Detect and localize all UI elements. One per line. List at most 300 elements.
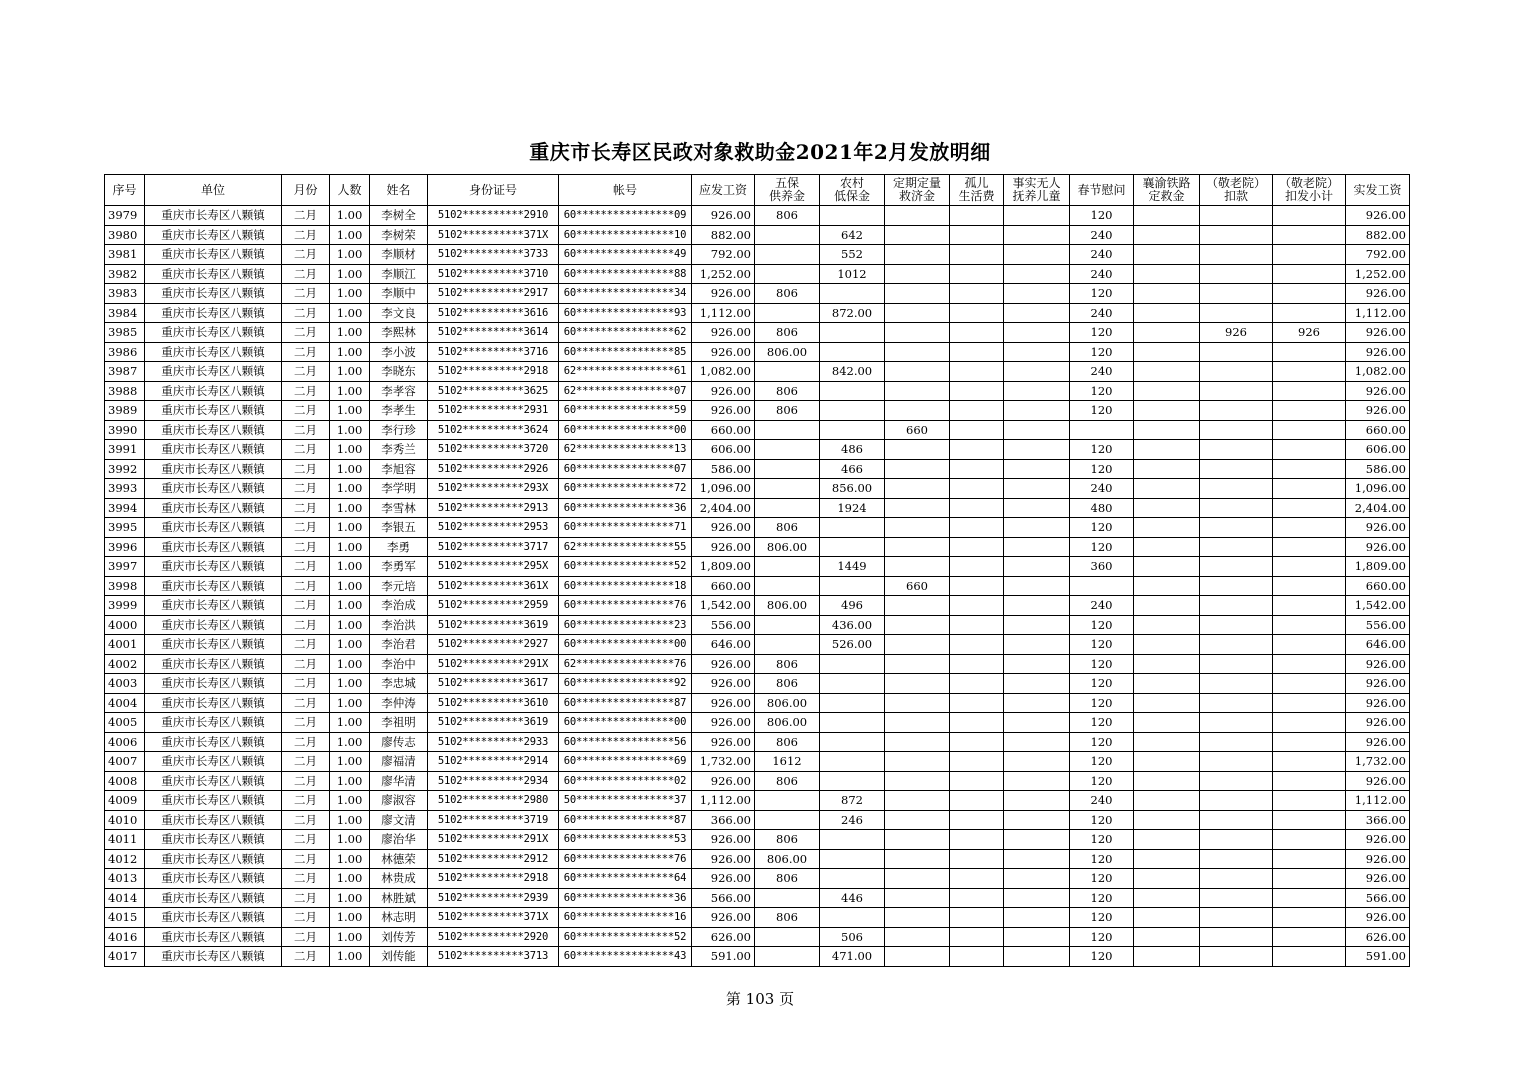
- table-cell: [1273, 381, 1346, 401]
- table-row: [105, 791, 1410, 811]
- table-cell: [1134, 362, 1200, 382]
- table-cell: [755, 498, 820, 518]
- table-cell: 李秀兰: [370, 440, 428, 460]
- table-cell: 120: [1070, 849, 1134, 869]
- table-cell: 660.00: [692, 576, 755, 596]
- table-cell: 二月: [282, 264, 330, 284]
- table-cell: 重庆市长寿区八颗镇: [145, 947, 282, 967]
- table-cell: 重庆市长寿区八颗镇: [145, 225, 282, 245]
- table-row: [105, 888, 1410, 908]
- table-cell: [950, 264, 1004, 284]
- table-cell: [1004, 381, 1070, 401]
- table-cell: 1.00: [330, 771, 370, 791]
- table-cell: [950, 479, 1004, 499]
- table-cell: 重庆市长寿区八颗镇: [145, 479, 282, 499]
- table-cell: [820, 908, 885, 928]
- table-row: [105, 947, 1410, 967]
- table-cell: 李熙林: [370, 323, 428, 343]
- table-cell: [1200, 713, 1273, 733]
- table-cell: 5102**********3713: [428, 947, 559, 967]
- table-cell: 926.00: [1346, 908, 1410, 928]
- table-cell: 3979: [105, 206, 145, 226]
- table-cell: 882.00: [692, 225, 755, 245]
- table-cell: [950, 615, 1004, 635]
- table-cell: [885, 713, 950, 733]
- table-cell: 1.00: [330, 615, 370, 635]
- table-cell: 806: [755, 732, 820, 752]
- table-cell: 1.00: [330, 654, 370, 674]
- table-cell: 李元培: [370, 576, 428, 596]
- table-cell: 1,096.00: [692, 479, 755, 499]
- column-header: 帐号: [559, 175, 692, 206]
- table-cell: 60****************00: [559, 635, 692, 655]
- table-cell: [950, 752, 1004, 772]
- table-cell: [1004, 342, 1070, 362]
- table-cell: 120: [1070, 674, 1134, 694]
- table-cell: 重庆市长寿区八颗镇: [145, 381, 282, 401]
- table-cell: 446: [820, 888, 885, 908]
- table-cell: [885, 518, 950, 538]
- table-cell: 二月: [282, 342, 330, 362]
- table-cell: 806: [755, 908, 820, 928]
- table-cell: [1004, 635, 1070, 655]
- table-cell: 4008: [105, 771, 145, 791]
- table-cell: 1,542.00: [692, 596, 755, 616]
- table-cell: [950, 947, 1004, 967]
- table-cell: 60****************10: [559, 225, 692, 245]
- table-cell: 506: [820, 927, 885, 947]
- table-cell: [1134, 849, 1200, 869]
- table-cell: 246: [820, 810, 885, 830]
- table-cell: 120: [1070, 459, 1134, 479]
- table-cell: [1273, 849, 1346, 869]
- table-body: [105, 206, 1410, 967]
- table-cell: [1200, 420, 1273, 440]
- table-cell: [1134, 381, 1200, 401]
- table-cell: 1.00: [330, 362, 370, 382]
- table-cell: 重庆市长寿区八颗镇: [145, 264, 282, 284]
- table-cell: 3991: [105, 440, 145, 460]
- table-cell: 60****************93: [559, 303, 692, 323]
- table-cell: 926.00: [692, 830, 755, 850]
- table-cell: 120: [1070, 732, 1134, 752]
- table-cell: 926.00: [1346, 654, 1410, 674]
- table-cell: [1200, 342, 1273, 362]
- table-cell: [1134, 245, 1200, 265]
- table-cell: [885, 849, 950, 869]
- table-cell: 二月: [282, 401, 330, 421]
- table-cell: 廖淑容: [370, 791, 428, 811]
- table-cell: [1004, 518, 1070, 538]
- table-cell: 926.00: [1346, 537, 1410, 557]
- table-cell: [1273, 206, 1346, 226]
- table-cell: 重庆市长寿区八颗镇: [145, 245, 282, 265]
- table-cell: [1134, 264, 1200, 284]
- table-cell: 1.00: [330, 888, 370, 908]
- table-cell: 1.00: [330, 381, 370, 401]
- table-cell: 重庆市长寿区八颗镇: [145, 849, 282, 869]
- table-cell: 重庆市长寿区八颗镇: [145, 323, 282, 343]
- table-cell: 62****************61: [559, 362, 692, 382]
- table-cell: 926.00: [1346, 381, 1410, 401]
- table-cell: 5102**********293X: [428, 479, 559, 499]
- table-cell: [1200, 381, 1273, 401]
- table-cell: [950, 674, 1004, 694]
- table-cell: 重庆市长寿区八颗镇: [145, 615, 282, 635]
- table-cell: [1004, 732, 1070, 752]
- table-cell: 466: [820, 459, 885, 479]
- table-cell: [1134, 342, 1200, 362]
- table-cell: 李治君: [370, 635, 428, 655]
- table-cell: [1273, 479, 1346, 499]
- table-cell: [1134, 869, 1200, 889]
- table-cell: 1.00: [330, 440, 370, 460]
- table-cell: [1200, 810, 1273, 830]
- table-cell: 5102**********2980: [428, 791, 559, 811]
- table-row: [105, 635, 1410, 655]
- table-cell: 李行珍: [370, 420, 428, 440]
- table-cell: 3982: [105, 264, 145, 284]
- table-cell: 1.00: [330, 264, 370, 284]
- table-cell: 5102**********3610: [428, 693, 559, 713]
- table-row: [105, 927, 1410, 947]
- table-cell: 二月: [282, 732, 330, 752]
- table-cell: 926.00: [692, 713, 755, 733]
- table-cell: [950, 323, 1004, 343]
- table-cell: [950, 849, 1004, 869]
- table-cell: [885, 537, 950, 557]
- table-cell: 1,732.00: [692, 752, 755, 772]
- table-cell: [885, 225, 950, 245]
- table-cell: 5102**********2939: [428, 888, 559, 908]
- table-cell: 1.00: [330, 557, 370, 577]
- table-row: [105, 869, 1410, 889]
- table-cell: 3995: [105, 518, 145, 538]
- table-cell: 792.00: [1346, 245, 1410, 265]
- table-cell: 926.00: [1346, 771, 1410, 791]
- table-cell: 120: [1070, 342, 1134, 362]
- table-cell: 4013: [105, 869, 145, 889]
- table-cell: [1273, 518, 1346, 538]
- table-cell: 林德荣: [370, 849, 428, 869]
- table-cell: 120: [1070, 713, 1134, 733]
- table-cell: 1.00: [330, 927, 370, 947]
- table-cell: [820, 693, 885, 713]
- table-cell: 1.00: [330, 459, 370, 479]
- table-cell: 926.00: [1346, 830, 1410, 850]
- table-cell: 李勇: [370, 537, 428, 557]
- table-row: [105, 284, 1410, 304]
- table-cell: [885, 615, 950, 635]
- table-cell: 二月: [282, 849, 330, 869]
- table-cell: [1134, 888, 1200, 908]
- table-cell: [820, 771, 885, 791]
- table-cell: 5102**********2913: [428, 498, 559, 518]
- table-cell: 二月: [282, 635, 330, 655]
- table-cell: [1004, 479, 1070, 499]
- table-cell: [950, 557, 1004, 577]
- table-cell: [1273, 342, 1346, 362]
- table-cell: [820, 752, 885, 772]
- table-cell: [1004, 596, 1070, 616]
- table-cell: 1449: [820, 557, 885, 577]
- table-cell: 120: [1070, 635, 1134, 655]
- table-cell: 二月: [282, 284, 330, 304]
- table-cell: [755, 576, 820, 596]
- table-cell: 1.00: [330, 869, 370, 889]
- table-cell: 4011: [105, 830, 145, 850]
- table-cell: [820, 576, 885, 596]
- table-cell: [885, 830, 950, 850]
- table-cell: 660: [885, 420, 950, 440]
- table-cell: [1273, 401, 1346, 421]
- table-cell: 60****************52: [559, 557, 692, 577]
- table-cell: 1,082.00: [1346, 362, 1410, 382]
- table-cell: [1004, 791, 1070, 811]
- table-cell: [1273, 420, 1346, 440]
- table-cell: [1273, 830, 1346, 850]
- table-cell: [1004, 654, 1070, 674]
- table-cell: 5102**********3619: [428, 615, 559, 635]
- table-cell: 李小波: [370, 342, 428, 362]
- table-cell: 120: [1070, 440, 1134, 460]
- table-cell: [1273, 596, 1346, 616]
- table-cell: 二月: [282, 693, 330, 713]
- table-cell: 3985: [105, 323, 145, 343]
- table-cell: 重庆市长寿区八颗镇: [145, 830, 282, 850]
- table-cell: [755, 615, 820, 635]
- table-cell: [1004, 303, 1070, 323]
- column-header: （敬老院） 扣发小计: [1273, 175, 1346, 206]
- table-cell: 5102**********2953: [428, 518, 559, 538]
- table-cell: 1.00: [330, 518, 370, 538]
- table-cell: [1134, 908, 1200, 928]
- table-cell: [1134, 674, 1200, 694]
- table-cell: [1004, 830, 1070, 850]
- table-cell: 4006: [105, 732, 145, 752]
- table-cell: 926.00: [692, 381, 755, 401]
- table-cell: 806: [755, 518, 820, 538]
- table-cell: [820, 869, 885, 889]
- table-cell: [1273, 752, 1346, 772]
- table-cell: 5102**********2917: [428, 284, 559, 304]
- table-cell: [950, 245, 1004, 265]
- table-cell: 李忠城: [370, 674, 428, 694]
- table-cell: 二月: [282, 674, 330, 694]
- table-cell: 3981: [105, 245, 145, 265]
- table-cell: [950, 596, 1004, 616]
- table-cell: [1134, 440, 1200, 460]
- table-cell: [885, 323, 950, 343]
- table-cell: 5102**********3720: [428, 440, 559, 460]
- column-header: 事实无人 抚养儿童: [1004, 175, 1070, 206]
- table-cell: 1.00: [330, 323, 370, 343]
- table-cell: [950, 381, 1004, 401]
- table-cell: 60****************23: [559, 615, 692, 635]
- table-cell: [755, 557, 820, 577]
- table-cell: [885, 381, 950, 401]
- table-cell: 60****************59: [559, 401, 692, 421]
- table-cell: 60****************00: [559, 420, 692, 440]
- table-cell: [1134, 459, 1200, 479]
- table-row: [105, 576, 1410, 596]
- table-cell: [1004, 810, 1070, 830]
- table-cell: 120: [1070, 752, 1134, 772]
- table-cell: [1134, 713, 1200, 733]
- table-cell: [885, 596, 950, 616]
- table-cell: 李银五: [370, 518, 428, 538]
- table-cell: 4003: [105, 674, 145, 694]
- table-cell: 1,112.00: [692, 791, 755, 811]
- table-cell: 872.00: [820, 303, 885, 323]
- table-cell: 二月: [282, 830, 330, 850]
- table-cell: [1004, 401, 1070, 421]
- table-cell: [1004, 713, 1070, 733]
- table-cell: [1200, 518, 1273, 538]
- table-cell: 50****************37: [559, 791, 692, 811]
- table-cell: 926.00: [692, 869, 755, 889]
- table-cell: [1200, 557, 1273, 577]
- table-row: [105, 557, 1410, 577]
- table-cell: [1134, 771, 1200, 791]
- table-cell: 重庆市长寿区八颗镇: [145, 713, 282, 733]
- table-cell: 120: [1070, 518, 1134, 538]
- table-cell: 3989: [105, 401, 145, 421]
- table-row: [105, 342, 1410, 362]
- table-cell: [1273, 362, 1346, 382]
- table-cell: 重庆市长寿区八颗镇: [145, 596, 282, 616]
- table-cell: 5102**********2933: [428, 732, 559, 752]
- table-cell: 806.00: [755, 713, 820, 733]
- table-cell: 4015: [105, 908, 145, 928]
- table-cell: 60****************16: [559, 908, 692, 928]
- table-cell: [820, 830, 885, 850]
- table-cell: 二月: [282, 206, 330, 226]
- table-cell: 1,252.00: [1346, 264, 1410, 284]
- table-row: [105, 713, 1410, 733]
- table-cell: [1200, 635, 1273, 655]
- table-cell: [1134, 401, 1200, 421]
- table-cell: [1200, 479, 1273, 499]
- table-cell: [1273, 557, 1346, 577]
- table-cell: [950, 498, 1004, 518]
- table-cell: 二月: [282, 557, 330, 577]
- table-cell: 李顺江: [370, 264, 428, 284]
- table-cell: 60****************52: [559, 927, 692, 947]
- table-cell: 林志明: [370, 908, 428, 928]
- table-cell: 926.00: [1346, 693, 1410, 713]
- table-cell: [1200, 537, 1273, 557]
- table-cell: 240: [1070, 479, 1134, 499]
- table-cell: 二月: [282, 576, 330, 596]
- table-cell: 926.00: [1346, 206, 1410, 226]
- table-cell: 3986: [105, 342, 145, 362]
- table-cell: 486: [820, 440, 885, 460]
- table-cell: [1273, 284, 1346, 304]
- table-cell: 1012: [820, 264, 885, 284]
- table-cell: 471.00: [820, 947, 885, 967]
- table-row: [105, 206, 1410, 226]
- table-cell: [1200, 440, 1273, 460]
- table-cell: 882.00: [1346, 225, 1410, 245]
- table-cell: [1200, 732, 1273, 752]
- table-cell: 1924: [820, 498, 885, 518]
- table-row: [105, 752, 1410, 772]
- table-cell: 二月: [282, 810, 330, 830]
- table-cell: [820, 732, 885, 752]
- table-cell: 926.00: [1346, 284, 1410, 304]
- table-cell: 二月: [282, 420, 330, 440]
- table-cell: 1.00: [330, 849, 370, 869]
- table-cell: 5102**********3619: [428, 713, 559, 733]
- table-cell: 二月: [282, 225, 330, 245]
- table-cell: [1200, 674, 1273, 694]
- column-header: 孤儿 生活费: [950, 175, 1004, 206]
- table-cell: 李晓东: [370, 362, 428, 382]
- table-cell: 二月: [282, 869, 330, 889]
- table-cell: 4004: [105, 693, 145, 713]
- table-cell: [820, 537, 885, 557]
- table-cell: 806: [755, 869, 820, 889]
- table-cell: 926.00: [692, 323, 755, 343]
- column-header: 姓名: [370, 175, 428, 206]
- table-cell: [1004, 849, 1070, 869]
- table-cell: 660.00: [1346, 420, 1410, 440]
- table-cell: 60****************87: [559, 693, 692, 713]
- table-cell: 二月: [282, 518, 330, 538]
- table-cell: [885, 947, 950, 967]
- table-cell: [885, 264, 950, 284]
- table-cell: [950, 401, 1004, 421]
- table-cell: 5102**********2912: [428, 849, 559, 869]
- table-cell: [1273, 537, 1346, 557]
- table-row: [105, 225, 1410, 245]
- table-cell: [1134, 576, 1200, 596]
- table-cell: 3984: [105, 303, 145, 323]
- table-cell: 526.00: [820, 635, 885, 655]
- table-cell: 806: [755, 401, 820, 421]
- table-cell: 二月: [282, 752, 330, 772]
- table-cell: 806: [755, 381, 820, 401]
- table-cell: 926.00: [692, 693, 755, 713]
- table-cell: [950, 303, 1004, 323]
- table-cell: 二月: [282, 381, 330, 401]
- table-cell: 廖文清: [370, 810, 428, 830]
- table-cell: 5102**********2927: [428, 635, 559, 655]
- table-cell: 李雪林: [370, 498, 428, 518]
- table-cell: 李孝生: [370, 401, 428, 421]
- table-cell: 1.00: [330, 752, 370, 772]
- table-cell: 926.00: [692, 401, 755, 421]
- table-cell: [950, 791, 1004, 811]
- table-row: [105, 830, 1410, 850]
- table-cell: 李顺中: [370, 284, 428, 304]
- table-cell: 重庆市长寿区八颗镇: [145, 869, 282, 889]
- table-cell: [885, 498, 950, 518]
- table-cell: [1200, 908, 1273, 928]
- table-cell: [1200, 927, 1273, 947]
- table-cell: 806.00: [755, 596, 820, 616]
- table-cell: 重庆市长寿区八颗镇: [145, 771, 282, 791]
- table-cell: 62****************76: [559, 654, 692, 674]
- footer-suffix: 页: [779, 990, 795, 1008]
- table-cell: 重庆市长寿区八颗镇: [145, 674, 282, 694]
- table-cell: 重庆市长寿区八颗镇: [145, 537, 282, 557]
- column-header: （敬老院） 扣款: [1200, 175, 1273, 206]
- table-cell: [1134, 225, 1200, 245]
- table-cell: [1273, 693, 1346, 713]
- table-cell: [950, 908, 1004, 928]
